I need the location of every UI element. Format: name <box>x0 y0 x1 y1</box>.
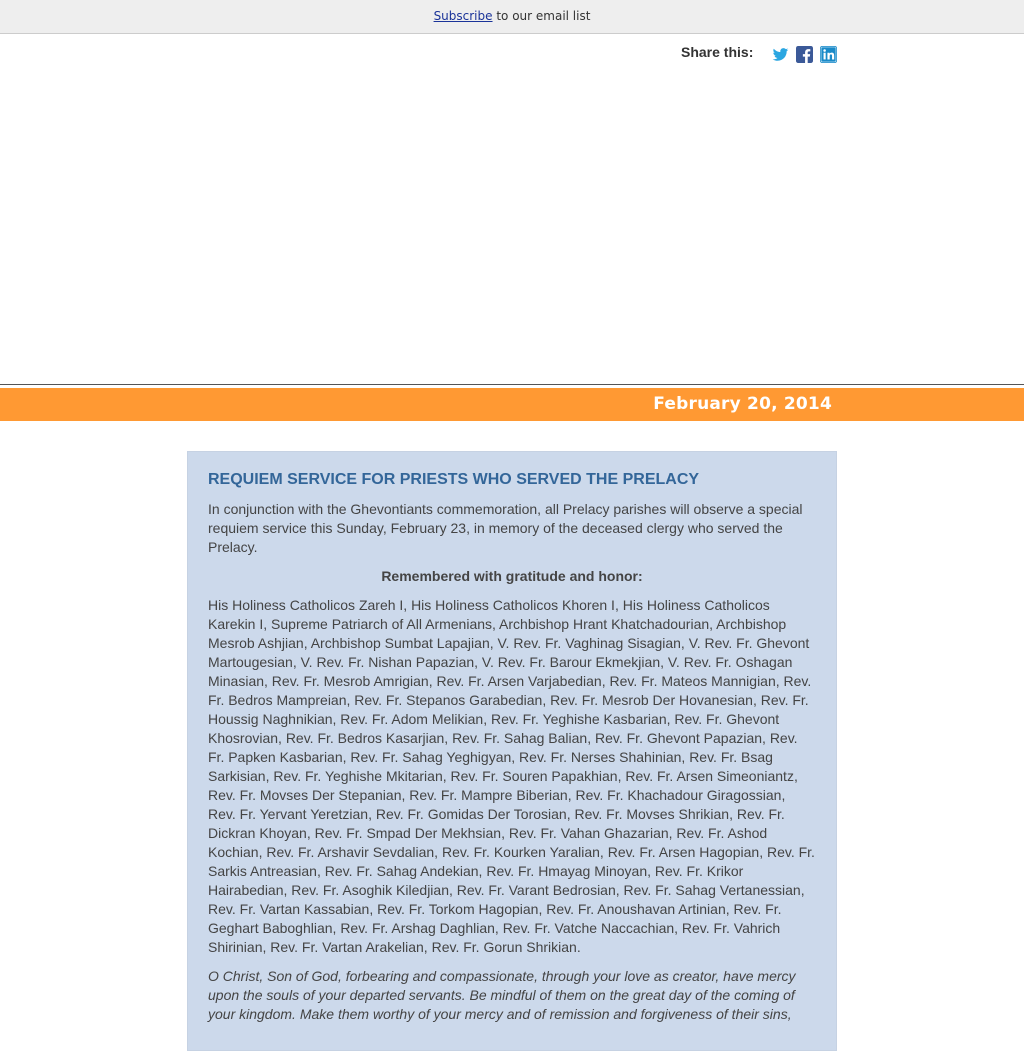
clergy-names: His Holiness Catholicos Zareh I, His Holiness Catholicos Khoren I, His Holiness Catholicos Karekin I, Supreme Patriarch of All Armenians, Archbishop Hrant Khatchadourian, Archbishop Mesrob Ashjian, Archbishop Sumbat Lapajian, V. Rev. Fr. Vaghinag Sisagian, V. Rev. Fr. Ghevont Martougesian, V. Rev. Fr. Nishan Papazian, V. Rev. Fr. Barour Ekmekjian, V. Rev. Fr. Oshagan Minasian, Rev. Fr. Mesrob Amrigian, Rev. Fr. Arsen Varjabedian, Rev. Fr. Mateos Mannigian, Rev. Fr. Bedros Mampreian, Rev. Fr. Stepanos Garabedian, Rev. Fr. Mesrob Der Hovanesian, Rev. Fr. Houssig Naghnikian, Rev. Fr. Adom Melikian, Rev. Fr. Yeghishe Kasbarian, Rev. Fr. Ghevont Khosrovian, Rev. Fr. Bedros Kasarjian, Rev. Fr. Sahag Balian, Rev. Fr. Ghevont Papazian, Rev. Fr. Papken Kasbarian, Rev. Fr. Sahag Yeghigyan, Rev. Fr. Nerses Shahinian, Rev. Fr. Bsag Sarkisian, Rev. Fr. Yeghishe Mkitarian, Rev. Fr. Souren Papakhian, Rev. Fr. Arsen Simeoniantz, Rev. Fr. Movses Der Stepanian, Rev. Fr. Mampre Biberian, Rev. Fr. Khachadour Giragossian, Rev. Fr. Yervant Yeretzian, Rev. Fr. Gomidas Der Torosian, Rev. Fr. Movses Shrikian, Rev. Fr. Dickran Khoyan, Rev. Fr. Smpad Der Mekhsian, Rev. Fr. Vahan Ghazarian, Rev. Fr. Ashod Kochian, Rev. Fr. Arshavir Sevdalian, Rev. Fr. Kourken Yaralian, Rev. Fr. Arsen Hagopian, Rev. Fr. Sarkis Antreasian, Rev. Fr. Sahag Andekian, Rev. Fr. Hmayag Minoyan, Rev. Fr. Krikor Hairabedian, Rev. Fr. Asoghik Kiledjian, Rev. Fr. Varant Bedrosian, Rev. Fr. Sahag Vertanessian, Rev. Fr. Vartan Kassabian, Rev. Fr. Torkom Hagopian, Rev. Fr. Anoushavan Artinian, Rev. Fr. Geghart Baboghlian, Rev. Fr. Arshag Daghlian, Rev. Fr. Vatche Naccachian, Rev. Fr. Vahrich Shirinian, Rev. Fr. Vartan Arakelian, Rev. Fr. Gorun Shrikian. <box>208 597 815 955</box>
date-banner <box>0 388 1024 421</box>
subscribe-bar <box>0 0 1024 34</box>
linkedin-icon[interactable] <box>820 46 837 63</box>
article-intro: In conjunction with the Ghevontiants commemoration, all Prelacy parishes will observe a special requiem service this Sunday, February 23, in memory of the deceased clergy who served the Prelacy. <box>208 501 803 555</box>
remembered-heading: Remembered with gratitude and honor: <box>381 568 643 584</box>
share-bar <box>681 44 837 64</box>
article-title: REQUIEM SERVICE FOR PRIESTS WHO SERVED THE PRELACY <box>208 471 700 488</box>
twitter-icon[interactable] <box>772 46 789 63</box>
article-box <box>187 451 837 1051</box>
facebook-icon[interactable] <box>796 46 813 63</box>
share-label: Share this: <box>681 44 754 60</box>
issue-date: February 20, 2014 <box>653 394 832 414</box>
subscribe-link[interactable]: Subscribe <box>433 9 493 23</box>
subscribe-suffix: to our email list <box>492 9 591 23</box>
header-divider <box>0 384 1024 385</box>
prayer-text: O Christ, Son of God, forbearing and compassionate, through your love as creator, have mercy upon the souls of your departed servants. Be mindful of them on the great day of the coming of your kingdom. Make them worthy of your mercy and of remission and forgiveness of their sins, <box>208 968 796 1022</box>
